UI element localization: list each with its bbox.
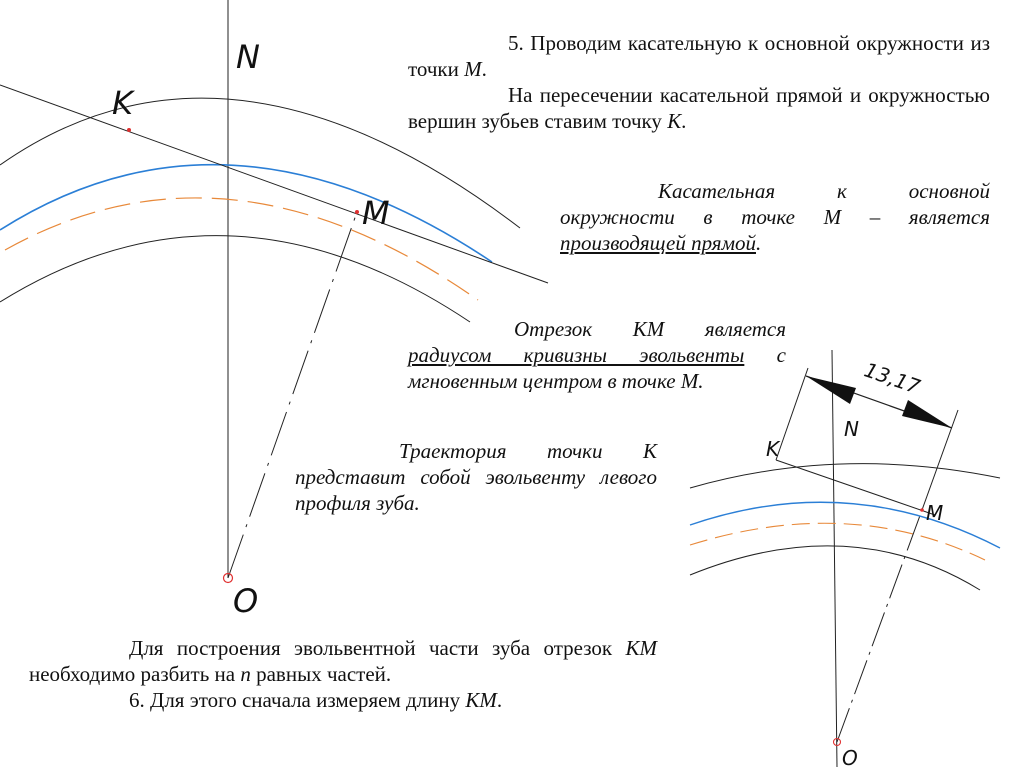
inset-vertical-axis xyxy=(832,350,837,767)
inset-pitch-circle xyxy=(690,523,985,560)
step5-text: 5. Проводим касательную к основной окружности из точки М. На пересечении касательной прямой и окружностью вершин зубьев ставим точку К. xyxy=(408,31,990,133)
label-k: K xyxy=(112,84,133,122)
inset-arrow-left xyxy=(806,376,856,404)
inset-arrow-right xyxy=(902,400,952,428)
bottom-text: Для построения эвольвентной части зуба отрезок КМ необходимо разбить на n равных частей. 6. Для этого сначала измеряем длину КМ. xyxy=(29,636,657,712)
inset-label-o: O xyxy=(842,746,858,767)
inset-point-m xyxy=(920,508,924,512)
label-o: O xyxy=(233,582,259,620)
inset-radius-om xyxy=(837,510,922,742)
inset-label-n: N xyxy=(844,417,859,441)
segment-km-text: Отрезок КМ является радиусом кривизны эвольвенты с мгновенным центром в точке М. xyxy=(408,317,786,393)
label-n: N xyxy=(236,38,260,76)
inset-label-m: M xyxy=(926,501,944,525)
label-m: M xyxy=(362,194,390,232)
inset-tangent-line xyxy=(776,460,935,515)
trajectory-text: Траектория точки К представит собой эвольвенту левого профиля зуба. xyxy=(295,439,657,515)
inset-label-dimension: 13,17 xyxy=(861,357,924,399)
tangent-definition: Касательная к основной окружности в точке М – является производящей прямой. xyxy=(560,179,990,255)
inset-label-k: K xyxy=(766,437,780,461)
inset-base-circle xyxy=(690,502,1000,548)
